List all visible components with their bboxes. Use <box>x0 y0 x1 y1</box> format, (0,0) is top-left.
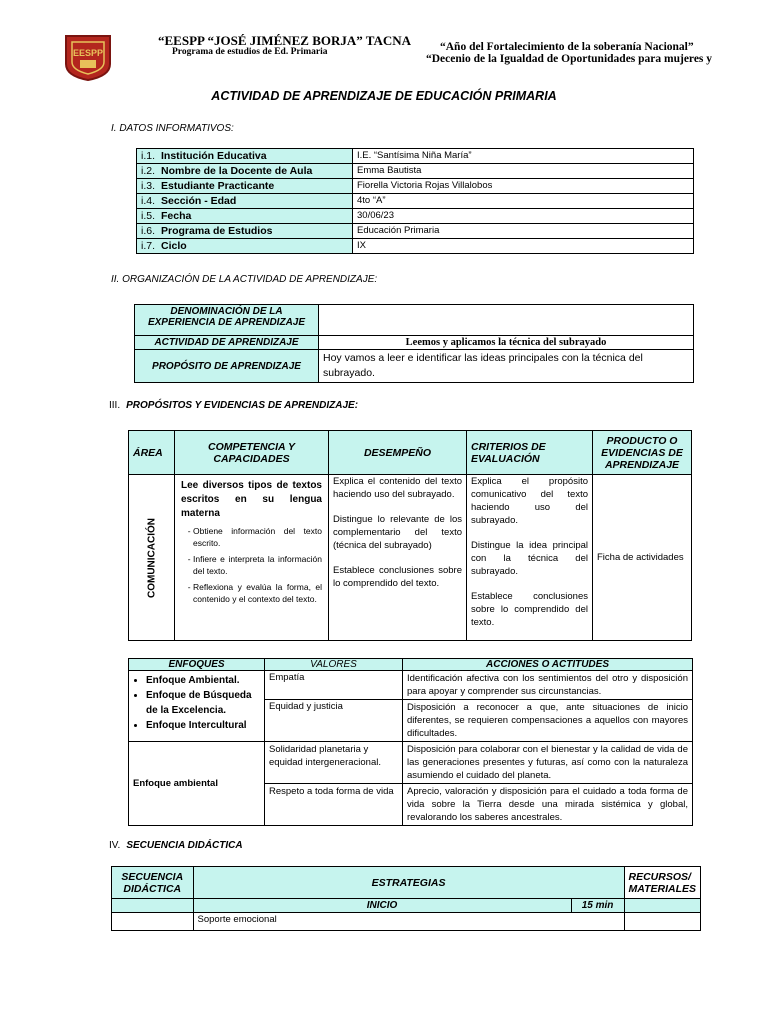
table-row <box>137 194 694 209</box>
desempeno-item: Establece conclusiones sobre lo comprendido del texto. <box>333 565 462 589</box>
list-item: • Enfoque Intercultural <box>146 718 260 733</box>
enfoque-ambiental-label: Enfoque ambiental <box>129 742 265 826</box>
header-enfoques: ENFOQUES <box>129 659 265 671</box>
table-row <box>137 239 694 254</box>
row-value: 4to “A” <box>353 194 694 209</box>
accion-cell: Identificación afectiva con los sentimientos del otro y disposición para apoyar y comprender sus circunstancias. <box>403 671 693 700</box>
header-secuencia: SECUENCIA DIDÁCTICA <box>112 867 194 899</box>
page-title: ACTIVIDAD DE APRENDIZAJE DE EDUCACIÓN PRIMARIA <box>211 89 557 103</box>
section-2-heading: II. ORGANIZACIÓN DE LA ACTIVIDAD DE APRENDIZAJE: <box>111 274 378 285</box>
section-4-title: SECUENCIA DIDÁCTICA <box>126 840 243 851</box>
area-label: COMUNICACIÓN <box>146 517 157 598</box>
table-row <box>137 164 694 179</box>
table-header-row <box>112 867 701 899</box>
row-label: Institución Educativa <box>161 150 267 162</box>
row-value: Educación Primaria <box>353 224 694 239</box>
valor-cell: Equidad y justicia <box>265 700 403 742</box>
table-row <box>129 671 693 700</box>
criterio-item: Distingue la idea principal con la técnica del subrayado. <box>471 540 588 577</box>
accion-cell: Disposición a reconocer a que, ante situaciones de inicio diferentes, se requieren compensaciones a aquellos con mayores dificultades. <box>403 700 693 742</box>
header-desempeno: DESEMPEÑO <box>329 431 467 475</box>
inicio-label: INICIO <box>193 899 571 913</box>
row-num: i.7. <box>141 240 156 252</box>
desempeno-item: Distingue lo relevante de los complementario del texto (técnica del subrayado) <box>333 514 462 551</box>
section-3-title: PROPÓSITOS Y EVIDENCIAS DE APRENDIZAJE: <box>126 400 359 411</box>
table-row <box>129 742 693 784</box>
program-name: Programa de estudios de Ed. Primaria <box>172 47 328 57</box>
row-num: i.3. <box>141 180 156 192</box>
producto-value: Ficha de actividades <box>597 551 684 563</box>
header-competencia: COMPETENCIA Y CAPACIDADES <box>175 431 329 475</box>
enfoques-list <box>133 673 260 733</box>
row-label: Programa de Estudios <box>161 225 273 237</box>
capacidades-list <box>181 525 322 605</box>
table-header-row <box>129 431 692 475</box>
row-value: IX <box>353 239 694 254</box>
proposito-label: PROPÓSITO DE APRENDIZAJE <box>135 350 319 383</box>
header-area: ÁREA <box>129 431 175 475</box>
row-label: Sección - Edad <box>161 195 237 207</box>
desempeno-item: Explica el contenido del texto haciendo uso del subrayado. <box>333 476 462 500</box>
row-num: i.4. <box>141 195 156 207</box>
header-valores: VALORES <box>265 659 403 671</box>
section-4-heading <box>109 840 243 851</box>
table-row <box>135 336 694 350</box>
accion-cell: Disposición para colaborar con el bienestar y la calidad de vida de las generaciones presentes y futuras, así como con la naturaleza asumiendo el cuidado del planeta. <box>403 742 693 784</box>
criterio-item: Establece conclusiones sobre lo comprendido del texto. <box>471 591 588 628</box>
table-row <box>112 913 701 931</box>
valor-cell: Solidaridad planetaria y equidad intergeneracional. <box>265 742 403 784</box>
row-num: i.2. <box>141 165 156 177</box>
row-value: Fiorella Victoria Rojas Villalobos <box>353 179 694 194</box>
accion-cell: Aprecio, valoración y disposición para el cuidado a toda forma de vida sobre la Tierra desde una mirada sistémica y global, revalorando los saberes ancestrales. <box>403 784 693 826</box>
inicio-row <box>112 899 701 913</box>
row-num: i.1. <box>141 150 156 162</box>
school-logo <box>62 30 114 82</box>
header-estrategias: ESTRATEGIAS <box>193 867 624 899</box>
header-criterios: CRITERIOS DE EVALUACIÓN <box>467 431 593 475</box>
section-3-num: III. <box>109 400 121 411</box>
school-name: “EESPP “JOSÉ JIMÉNEZ BORJA” TACNA <box>158 33 412 48</box>
year-motto-1: “Año del Fortalecimiento de la soberanía Nacional” <box>440 41 694 53</box>
list-item: - Infiere e interpreta la información del texto. <box>193 553 322 577</box>
row-num: i.6. <box>141 225 156 237</box>
denominacion-label: DENOMINACIÓN DE LA EXPERIENCIA DE APRENDIZAJE <box>135 305 319 336</box>
secuencia-table <box>111 866 701 931</box>
row-value: 30/06/23 <box>353 209 694 224</box>
list-item: - Obtiene información del texto escrito. <box>193 525 322 549</box>
row-value: I.E. “Santísima Niña María” <box>353 149 694 164</box>
criterio-item: Explica el propósito comunicativo del texto haciendo uso del subrayado. <box>471 476 588 526</box>
header-recursos: RECURSOS/ MATERIALES <box>624 867 700 899</box>
list-item: • Enfoque Ambiental. <box>146 673 260 688</box>
tiempo-label: 15 min <box>571 899 624 913</box>
actividad-value: Leemos y aplicamos la técnica del subrayado <box>319 336 694 350</box>
row-label: Estudiante Practicante <box>161 180 275 192</box>
row-label: Nombre de la Docente de Aula <box>161 165 313 177</box>
first-row-text: Soporte emocional <box>193 913 624 931</box>
year-motto-2: “Decenio de la Igualdad de Oportunidades para mujeres y <box>426 53 713 65</box>
row-label: Ciclo <box>161 240 187 252</box>
propositos-table <box>128 430 692 641</box>
table-row <box>135 305 694 336</box>
row-num: i.5. <box>141 210 156 222</box>
section-3-heading <box>109 400 358 411</box>
valor-cell: Respeto a toda forma de vida <box>265 784 403 826</box>
table-row <box>137 149 694 164</box>
table-row <box>135 350 694 383</box>
section-4-num: IV. <box>109 840 121 851</box>
row-value: Emma Bautista <box>353 164 694 179</box>
valor-cell: Empatía <box>265 671 403 700</box>
competencia-title: Lee diversos tipos de textos escritos en su lengua materna <box>181 480 322 519</box>
header-acciones: ACCIONES O ACTITUDES <box>403 659 693 671</box>
table-row <box>137 179 694 194</box>
organizacion-table <box>134 304 694 383</box>
row-label: Fecha <box>161 210 192 222</box>
datos-informativos-table <box>136 148 694 254</box>
proposito-value: Hoy vamos a leer e identificar las ideas principales con la técnica del subrayado. <box>319 350 694 383</box>
table-row <box>137 209 694 224</box>
table-row <box>129 475 692 641</box>
actividad-label: ACTIVIDAD DE APRENDIZAJE <box>135 336 319 350</box>
header-producto: PRODUCTO O EVIDENCIAS DE APRENDIZAJE <box>593 431 692 475</box>
list-item: • Enfoque de Búsqueda de la Excelencia. <box>146 688 260 718</box>
section-1-heading: I. DATOS INFORMATIVOS: <box>111 123 234 134</box>
table-row <box>137 224 694 239</box>
logo-text: EESPP <box>72 48 104 58</box>
table-header-row <box>129 659 693 671</box>
logo-emblem-icon <box>62 30 114 82</box>
enfoques-table <box>128 658 693 826</box>
list-item: - Reflexiona y evalúa la forma, el contenido y el contexto del texto. <box>193 581 322 605</box>
denominacion-value <box>319 305 694 336</box>
